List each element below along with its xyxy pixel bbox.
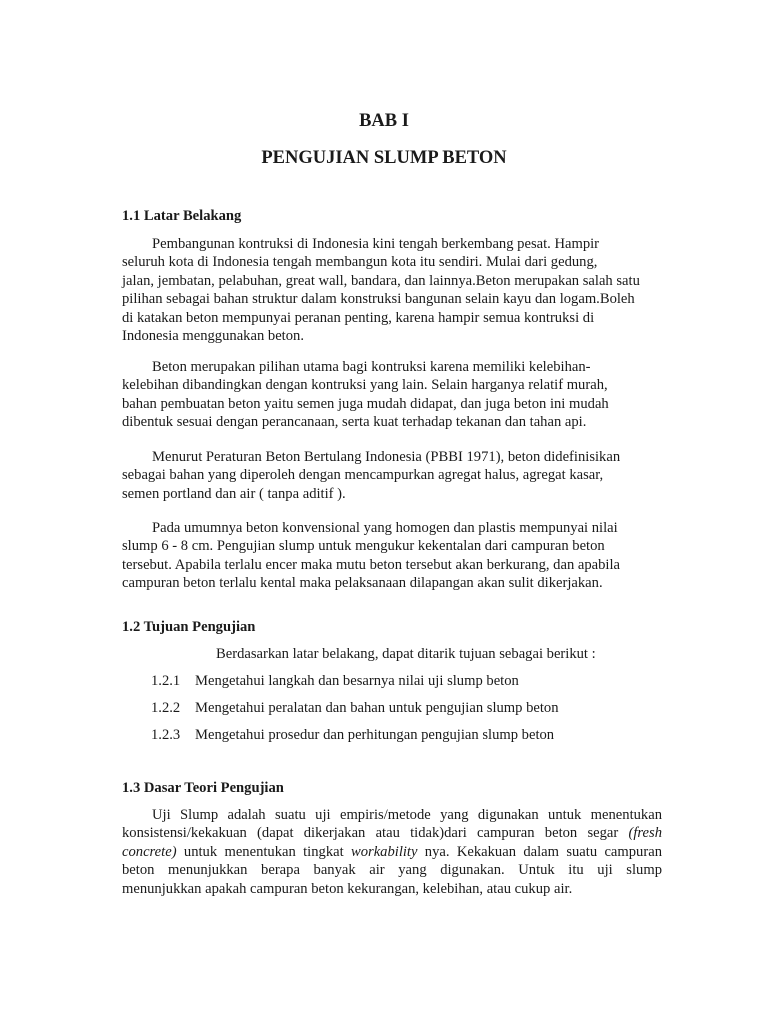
paragraph: Beton merupakan pilihan utama bagi kontruksi karena memiliki kelebihan- kelebihan dibandingkan dengan kontruksi yang lain. Selain harganya relatif murah, bahan pembuatan beton yaitu semen juga mudah didapat, dan juga beton ini mudah dibentuk sesuai dengan perancanaan, serta kuat terhadap tekanan dan tahan api. [122, 359, 609, 431]
text-run-italic: concrete) [122, 843, 177, 860]
section-heading-dasar-teori: 1.3 Dasar Teori Pengujian [122, 780, 284, 796]
text-run-italic: workability [350, 843, 418, 860]
list-item-text: Mengetahui peralatan dan bahan untuk pengujian slump beton [195, 700, 559, 716]
list-item [151, 700, 559, 717]
paragraph-line [122, 824, 662, 842]
paragraph: Pembangunan kontruksi di Indonesia kini tengah berkembang pesat. Hampir seluruh kota di Indonesia tengah membangun kota itu sendiri. Mulai dari gedung, jalan, jembatan, pelabuhan, great wall, bandara, dan lainnya.Beton merupakan salah satu pilihan sebagai bahan struktur dalam konstruksi bangunan selain kayu dan logam.Boleh di katakan beton mempunyai peranan penting, karena hampir semua kontruksi di Indonesia menggunakan beton. [122, 236, 640, 345]
paragraph-line: menunjukkan apakah campuran beton kekurangan, kelebihan, atau cukup air. [122, 880, 573, 897]
list-item [151, 673, 519, 690]
chapter-title: PENGUJIAN SLUMP BETON [261, 148, 507, 168]
list-item-number: 1.2.3 [151, 727, 181, 743]
list-item-text: Mengetahui langkah dan besarnya nilai uji slump beton [195, 673, 519, 689]
text-run-italic: (fresh [628, 825, 662, 842]
paragraph-dasar-teori [122, 806, 662, 898]
text-run: konsistensi/kekakuan (dapat dikerjakan atau tidak)dari campuran beton segar [122, 825, 629, 842]
paragraph-line: beton menunjukkan berapa banyak air yang digunakan. Untuk itu uji slump [122, 862, 662, 879]
list-item-text: Mengetahui prosedur dan perhitungan pengujian slump beton [195, 727, 555, 743]
list-item [151, 727, 554, 744]
text-run: untuk menentukan tingkat [176, 843, 351, 860]
paragraph: Menurut Peraturan Beton Bertulang Indonesia (PBBI 1971), beton didefinisikan sebagai bahan yang diperoleh dengan mencampurkan agregat halus, agregat kasar, semen portland dan air ( tanpa aditif ). [122, 449, 621, 502]
section-heading-latar-belakang: 1.1 Latar Belakang [122, 208, 242, 224]
list-item-number: 1.2.2 [151, 700, 181, 716]
chapter-label: BAB I [359, 111, 409, 131]
text-run: nya. Kekakuan dalam suatu campuran [417, 843, 662, 860]
section-heading-tujuan: 1.2 Tujuan Pengujian [122, 619, 256, 635]
paragraph: Pada umumnya beton konvensional yang homogen dan plastis mempunyai nilai slump 6 - 8 cm. Pengujian slump untuk mengukur kekentalan dari campuran beton tersebut. Apabila terlalu encer maka mutu beton tersebut akan berkurang, dan apabila campuran beton terlalu kental maka pelaksanaan dilapangan akan sulit dikerjakan. [122, 520, 621, 592]
paragraph-line [122, 843, 662, 861]
paragraph-line: Uji Slump adalah suatu uji empiris/metode yang digunakan untuk menentukan [152, 807, 662, 823]
section-intro: Berdasarkan latar belakang, dapat ditarik tujuan sebagai berikut : [216, 646, 596, 662]
list-item-number: 1.2.1 [151, 673, 181, 689]
